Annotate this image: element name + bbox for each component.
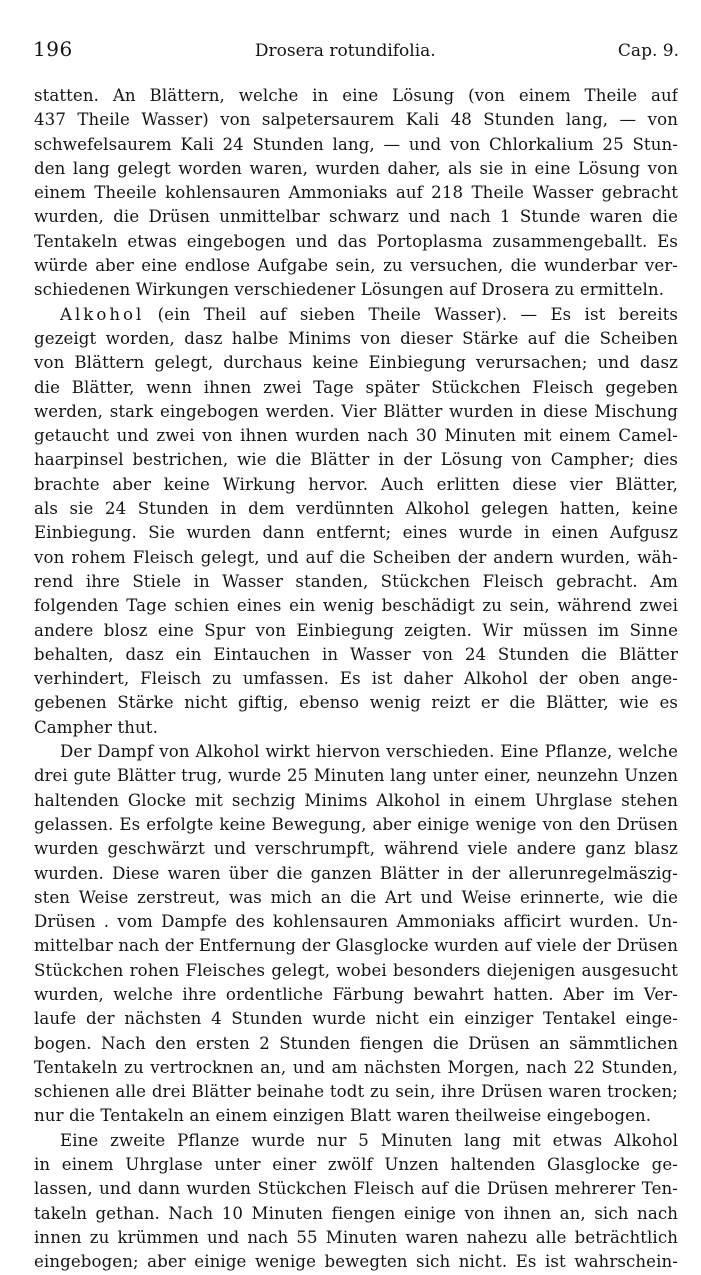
text-line: von rohem Fleisch gelegt, und auf die Scheiben der andern wurden, wäh- (34, 547, 678, 567)
text-line: Alkohol (ein Theil auf sieben Theile Wasser). — Es ist bereits (60, 304, 678, 324)
text-line: mittelbar nach der Entfernung der Glasglocke wurden auf viele der Drüsen (34, 936, 678, 956)
text-line: behalten, dasz ein Eintauchen in Wasser von 24 Stunden die Blätter (34, 644, 678, 664)
text-line: gezeigt worden, dasz halbe Minims von dieser Stärke auf die Scheiben (34, 328, 678, 348)
text-line: Drüsen . vom Dampfe des kohlensauren Ammoniaks afficirt wurden. Un- (34, 912, 678, 932)
text-line: sten Weise zerstreut, was mich an die Art und Weise erinnerte, wie die (34, 887, 678, 907)
text-line: haarpinsel bestrichen, wie die Blätter in der Lösung von Campher; dies (34, 450, 678, 470)
text-line: Stückchen rohen Fleisches gelegt, wobei besonders diejenigen ausgesucht (34, 960, 678, 980)
text-line: die Blätter, wenn ihnen zwei Tage später Stückchen Fleisch gegeben (34, 377, 678, 397)
text-line: Eine zweite Pflanze wurde nur 5 Minuten lang mit etwas Alkohol (60, 1130, 678, 1150)
text-line: Der Dampf von Alkohol wirkt hiervon verschieden. Eine Pflanze, welche (60, 742, 678, 762)
text-line: schienen alle drei Blätter beinahe todt zu sein, ihre Drüsen waren trocken; (34, 1082, 678, 1102)
text-line: brachte aber keine Wirkung hervor. Auch erlitten diese vier Blätter, (34, 474, 678, 494)
running-header (33, 37, 679, 65)
text-line: laufe der nächsten 4 Stunden wurde nicht ein einziger Tentakel einge- (34, 1009, 678, 1029)
text-line: wurden geschwärzt und verschrumpft, während viele andere ganz blasz (34, 839, 678, 859)
text-line: Campher thut. (34, 717, 158, 737)
text-line: werden, stark eingebogen werden. Vier Blätter wurden in diese Mischung (34, 401, 678, 421)
text-line: würde aber eine endlose Aufgabe sein, zu versuchen, die wunderbar ver- (34, 256, 678, 276)
text-line: gelassen. Es erfolgte keine Bewegung, aber einige wenige von den Drüsen (34, 814, 678, 834)
section-keyword: Alkohol (60, 304, 145, 324)
text-line: lassen, und dann wurden Stückchen Fleisch auf die Drüsen mehrerer Ten- (34, 1179, 678, 1199)
text-line: nur die Tentakeln an einem einzigen Blatt waren theilweise eingebogen. (34, 1106, 652, 1126)
text-line: schiedenen Wirkungen verschiedener Lösungen auf Drosera zu ermitteln. (34, 280, 665, 300)
text-line: verhindert, Fleisch zu umfassen. Es ist daher Alkohol der oben ange- (34, 669, 678, 689)
text-line: eingebogen; aber einige wenige bewegten sich nicht. Es ist wahrschein- (34, 1252, 678, 1272)
text-line: einem Theeile kohlensauren Ammoniaks auf 218 Theile Wasser gebracht (34, 183, 678, 203)
text-line: folgenden Tage schien eines ein wenig beschädigt zu sein, während zwei (34, 596, 678, 616)
running-title: Drosera rotundifolia. (254, 41, 436, 61)
text-line: bogen. Nach den ersten 2 Stunden fiengen die Drüsen an sämmtlichen (34, 1033, 678, 1053)
text-line: getaucht und zwei von ihnen wurden nach 30 Minuten mit einem Camel- (34, 426, 678, 446)
body-text (34, 84, 678, 1275)
text-line: 437 Theile Wasser) von salpetersaurem Kali 48 Stunden lang, — von (34, 110, 678, 130)
text-line: drei gute Blätter trug, wurde 25 Minuten lang unter einer, neunzehn Unzen (34, 766, 678, 786)
text-line: wurden, die Drüsen unmittelbar schwarz und nach 1 Stunde waren die (34, 207, 678, 227)
text-line: den lang gelegt worden waren, wurden daher, als sie in eine Lösung von (34, 158, 678, 178)
text-line: andere blosz eine Spur von Einbiegung zeigten. Wir müssen im Sinne (34, 620, 678, 640)
text-line: takeln gethan. Nach 10 Minuten fiengen einige von ihnen an, sich nach (34, 1203, 678, 1223)
text-line: gebenen Stärke nicht giftig, ebenso wenig reizt er die Blätter, wie es (34, 693, 678, 713)
text-line: schwefelsaurem Kali 24 Stunden lang, — und von Chlorkalium 25 Stun- (34, 134, 678, 154)
text-line: statten. An Blättern, welche in eine Lösung (von einem Theile auf (34, 86, 678, 105)
text-line: wurden, welche ihre ordentliche Färbung bewahrt hatten. Aber im Ver- (34, 984, 678, 1004)
text-line: innen zu krümmen und nach 55 Minuten waren nahezu alle beträchtlich (34, 1227, 678, 1247)
text-line: wurden. Diese waren über die ganzen Blätter in der allerunregelmäszig- (34, 863, 678, 883)
page-number: 196 (33, 37, 73, 61)
text-line: von Blättern gelegt, durchaus keine Einbiegung verursachen; und dasz (34, 353, 678, 373)
text-line: als sie 24 Stunden in dem verdünnten Alkohol gelegen hatten, keine (34, 499, 678, 519)
text-line: in einem Uhrglase unter einer zwölf Unzen haltenden Glasglocke ge- (34, 1155, 678, 1175)
text-line: haltenden Glocke mit sechzig Minims Alkohol in einem Uhrglase stehen (34, 790, 678, 810)
text-line: Tentakeln zu vertrocknen an, und am nächsten Morgen, nach 22 Stunden, (34, 1057, 678, 1077)
chapter-label: Cap. 9. (617, 41, 679, 61)
text-line: Tentakeln etwas eingebogen und das Portoplasma zusammengeballt. Es (34, 231, 678, 251)
text-line: rend ihre Stiele in Wasser standen, Stückchen Fleisch gebracht. Am (34, 571, 678, 591)
text-line: Einbiegung. Sie wurden dann entfernt; eines wurde in einen Aufgusz (34, 523, 678, 543)
